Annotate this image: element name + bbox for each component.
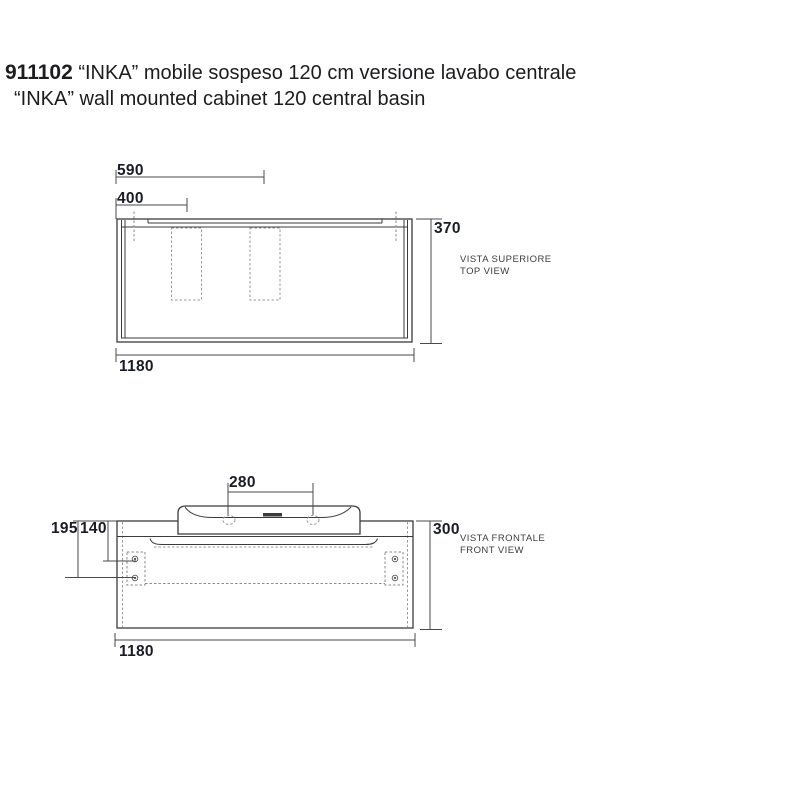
top-view-drawing <box>117 212 412 343</box>
dim-370-label: 370 <box>434 220 461 237</box>
top-view-caption-it: VISTA SUPERIORE <box>460 254 552 265</box>
front-view-caption <box>460 533 545 557</box>
title-line-english <box>14 86 576 112</box>
mounting-brackets <box>127 552 403 585</box>
title-line-italian <box>5 60 576 86</box>
dim-300-label: 300 <box>433 521 460 538</box>
product-title-it: “INKA” mobile sospeso 120 cm versione lavabo centrale <box>78 62 577 84</box>
basin <box>178 506 360 534</box>
front-view-caption-en: FRONT VIEW <box>460 545 524 556</box>
dim-280-label: 280 <box>229 474 256 491</box>
top-view-dimension-lines <box>116 170 442 362</box>
top-view-caption-en: TOP VIEW <box>460 266 510 277</box>
top-view-cutouts <box>172 228 281 300</box>
dim-1180-front-label: 1180 <box>119 643 154 660</box>
basin-overflow-slot <box>263 513 282 517</box>
top-view-caption <box>460 254 552 278</box>
dim-1180-top-label: 1180 <box>119 358 154 375</box>
dim-400-label: 400 <box>117 190 144 207</box>
handle-groove <box>150 539 378 545</box>
dim-140-label: 140 <box>80 520 107 537</box>
dim-590-label: 590 <box>117 162 144 179</box>
product-code: 911102 <box>5 61 73 84</box>
front-view-drawing <box>117 506 413 628</box>
front-view-cabinet-outline <box>117 521 413 628</box>
bracket-screw-holes <box>132 556 398 581</box>
top-view-cabinet-outline <box>117 219 412 342</box>
title-block <box>5 60 576 112</box>
product-title-en: “INKA” wall mounted cabinet 120 central basin <box>14 88 426 110</box>
front-view-caption-it: VISTA FRONTALE <box>460 533 546 544</box>
dim-195-label: 195 <box>51 520 78 537</box>
